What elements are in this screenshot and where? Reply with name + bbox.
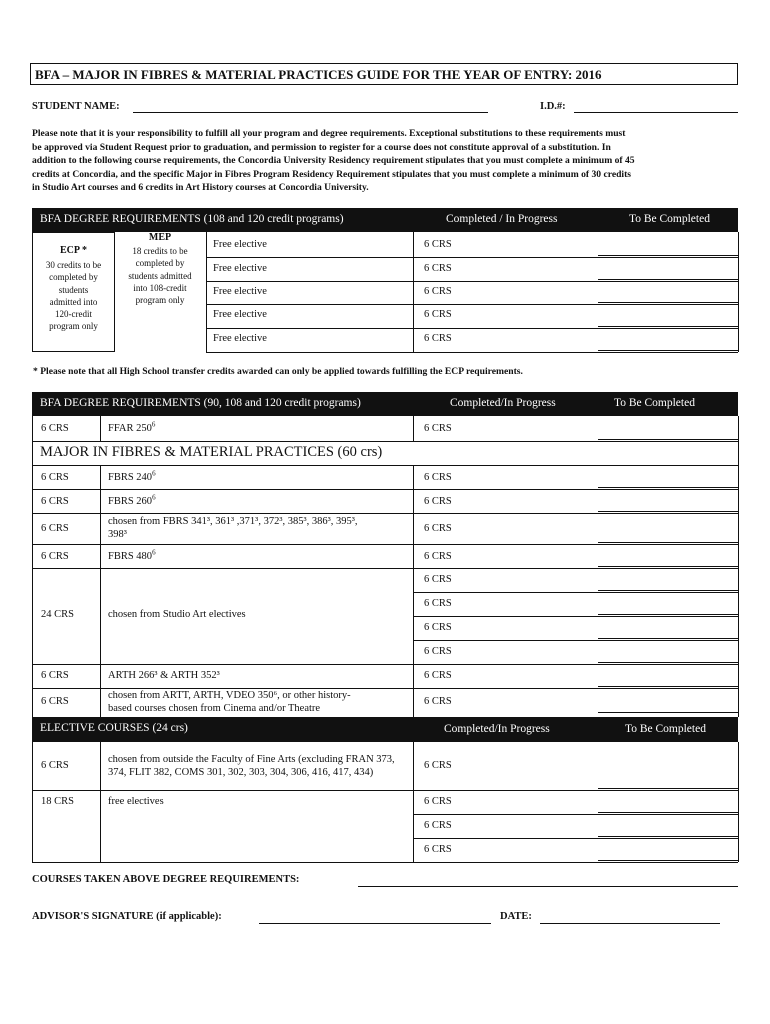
outside-course-line: 374, FLIT 382, COMS 301, 302, 303, 304, 306, 416, 417, 434) xyxy=(108,767,374,778)
free-credits: 6 CRS xyxy=(424,820,452,831)
t3-row-line xyxy=(413,838,738,839)
free-course: free electives xyxy=(108,796,164,807)
intro-line: addition to the following course requirements, the Concordia University Residency requirement stipulates that you must complete a minimum of 45 xyxy=(32,155,635,166)
table1-divider xyxy=(738,232,739,352)
major-credits: 6 CRS xyxy=(424,523,452,534)
table1-tobe-header: To Be Completed xyxy=(629,213,710,225)
to-be-completed-line[interactable] xyxy=(598,350,738,351)
table1-course: Free elective xyxy=(213,309,267,320)
to-be-completed-line[interactable] xyxy=(598,638,738,639)
table3-header: ELECTIVE COURSES (24 crs) xyxy=(40,722,188,734)
t2-row-line xyxy=(413,616,738,617)
t2-row-line xyxy=(413,640,738,641)
table2-tobe-header: To Be Completed xyxy=(614,397,695,409)
advisor-signature-field[interactable] xyxy=(259,923,491,924)
ecp-note xyxy=(33,366,523,377)
ecp-line: 120-credit xyxy=(55,309,92,320)
t2-row-line xyxy=(32,489,738,490)
major-course xyxy=(108,493,156,507)
t2-col-divider xyxy=(413,416,414,441)
major-course xyxy=(108,515,408,541)
major-credits: 6 CRS xyxy=(424,496,452,507)
ecp-note-text: * Please note that all High School transfer credits awarded can only be applied towards fulfilling the ECP requirements. xyxy=(33,366,523,377)
ffar-course xyxy=(108,420,156,434)
to-be-completed-line[interactable] xyxy=(598,487,738,488)
outside-credits: 6 CRS xyxy=(424,760,452,771)
to-be-completed-line[interactable] xyxy=(598,326,738,327)
history-course-line: chosen from ARTT, ARTH, VDEO 350⁶, or other history- xyxy=(108,690,351,701)
date-field[interactable] xyxy=(540,923,720,924)
ffar-crs: 6 CRS xyxy=(41,423,69,434)
ffar-course-text: FFAR 250 xyxy=(108,423,152,434)
to-be-completed-line[interactable] xyxy=(598,590,738,591)
major-course xyxy=(108,469,156,483)
studio-crs: 24 CRS xyxy=(41,609,74,620)
table1-course: Free elective xyxy=(213,239,267,250)
ecp-line: program only xyxy=(49,321,98,332)
table1-row-line xyxy=(206,281,738,282)
table2-header: BFA DEGREE REQUIREMENTS (90, 108 and 120 credit programs) xyxy=(40,397,361,409)
intro-line: Please note that it is your responsibility to fulfill all your program and degree requirements. Exceptional substitutions to these requirements must xyxy=(32,128,626,139)
history-course-line: based courses chosen from Cinema and/or Theatre xyxy=(108,703,321,714)
to-be-completed-line[interactable] xyxy=(598,812,738,813)
studio-course: chosen from Studio Art electives xyxy=(108,609,246,620)
free-credits: 6 CRS xyxy=(424,796,452,807)
arth-credits: 6 CRS xyxy=(424,670,452,681)
major-course-text: FBRS 260 xyxy=(108,496,153,507)
table3-header-bar xyxy=(32,717,738,742)
mep-line: students admitted xyxy=(128,270,192,281)
table1-completed-header: Completed / In Progress xyxy=(446,213,558,225)
t2-row-line xyxy=(32,544,738,545)
table2-completed-header: Completed/In Progress xyxy=(450,397,556,409)
mep-line: into 108-credit xyxy=(133,282,187,293)
major-crs: 6 CRS xyxy=(41,496,69,507)
t2-col-divider xyxy=(100,465,101,717)
major-crs: 6 CRS xyxy=(41,551,69,562)
date-label: DATE: xyxy=(500,911,532,922)
major-credits: 6 CRS xyxy=(424,551,452,562)
major-course-text: FBRS 240 xyxy=(108,472,153,483)
table1-divider xyxy=(206,232,207,352)
free-crs: 18 CRS xyxy=(41,796,74,807)
history-crs: 6 CRS xyxy=(41,696,69,707)
courses-above-label: COURSES TAKEN ABOVE DEGREE REQUIREMENTS: xyxy=(32,874,300,885)
table2-header-bar xyxy=(32,392,738,416)
table1-header: BFA DEGREE REQUIREMENTS (108 and 120 credit programs) xyxy=(40,213,344,225)
id-field[interactable] xyxy=(574,112,738,113)
mep-line: 18 credits to be xyxy=(132,246,188,256)
ecp-line: students xyxy=(58,284,89,295)
table1-row-line xyxy=(206,257,738,258)
to-be-completed-line[interactable] xyxy=(598,836,738,837)
to-be-completed-line[interactable] xyxy=(598,511,738,512)
id-label: I.D.#: xyxy=(540,101,566,112)
ecp-line: admitted into xyxy=(49,296,98,307)
mep-box xyxy=(115,232,205,352)
table1-credits: 6 CRS xyxy=(424,286,452,297)
history-course xyxy=(108,689,408,715)
major-course xyxy=(108,548,156,562)
major-credits: 6 CRS xyxy=(424,472,452,483)
t2-row-line xyxy=(413,592,738,593)
student-name-field[interactable] xyxy=(133,112,488,113)
outside-course-line: chosen from outside the Faculty of Fine Arts (excluding FRAN 373, xyxy=(108,754,395,765)
major-course-text: FBRS 480 xyxy=(108,551,153,562)
to-be-completed-line[interactable] xyxy=(598,279,738,280)
table1-row-line xyxy=(206,328,738,329)
student-name-label: STUDENT NAME: xyxy=(32,101,120,112)
t2-row-line xyxy=(32,664,738,665)
to-be-completed-line[interactable] xyxy=(598,662,738,663)
t2-outer-right xyxy=(738,416,739,717)
t3-row-line xyxy=(32,790,738,791)
ecp-box xyxy=(32,232,115,352)
to-be-completed-line[interactable] xyxy=(598,686,738,687)
page-title: BFA – MAJOR IN FIBRES & MATERIAL PRACTICES GUIDE FOR THE YEAR OF ENTRY: 2016 xyxy=(35,67,602,82)
ffar-credits: 6 CRS xyxy=(424,423,452,434)
mep-title: MEP xyxy=(148,232,172,243)
to-be-completed-line[interactable] xyxy=(598,302,738,303)
advisor-signature-label: ADVISOR'S SIGNATURE (if applicable): xyxy=(32,911,222,922)
t2-row-line xyxy=(32,441,738,442)
major-crs: 6 CRS xyxy=(41,523,69,534)
studio-credits: 6 CRS xyxy=(424,646,452,657)
mep-line: completed by xyxy=(135,258,185,269)
studio-credits: 6 CRS xyxy=(424,574,452,585)
to-be-completed-line[interactable] xyxy=(598,255,738,256)
table1-row-line xyxy=(206,304,738,305)
major-heading: MAJOR IN FIBRES & MATERIAL PRACTICES (60 crs) xyxy=(40,444,383,460)
intro-line: be approved via Student Request prior to graduation, and permission to register for a course does not constitute approval of a substitution. In xyxy=(32,141,611,153)
outside-course xyxy=(108,753,410,779)
free-credits: 6 CRS xyxy=(424,844,452,855)
arth-crs: 6 CRS xyxy=(41,670,69,681)
to-be-completed-line[interactable] xyxy=(598,614,738,615)
to-be-completed-line[interactable] xyxy=(598,788,738,789)
table1-credits: 6 CRS xyxy=(424,309,452,320)
table1-header-bar xyxy=(32,208,738,232)
major-course-line: 398³ xyxy=(108,529,127,540)
table3-tobe-header: To Be Completed xyxy=(625,723,706,735)
ecp-title: ECP * xyxy=(60,245,87,256)
to-be-completed-line[interactable] xyxy=(598,439,738,440)
major-sup: 6 xyxy=(152,548,156,557)
intro-line: in Studio Art courses and 6 credits in Art History courses at Concordia University. xyxy=(32,182,369,193)
studio-credits: 6 CRS xyxy=(424,598,452,609)
intro-line: credits at Concordia, and the specific Major in Fibres Program Residency Requirement stipulates that you must complete a minimum of 30 credits xyxy=(32,168,632,180)
major-sup: 6 xyxy=(152,493,156,502)
t2-row-line xyxy=(32,568,738,569)
to-be-completed-line[interactable] xyxy=(598,712,738,713)
table1-credits: 6 CRS xyxy=(424,239,452,250)
title-box xyxy=(30,63,738,85)
major-crs: 6 CRS xyxy=(41,472,69,483)
mep-line: program only xyxy=(135,295,185,306)
table1-course: Free elective xyxy=(213,263,267,274)
t3-bottom xyxy=(32,862,738,863)
studio-credits: 6 CRS xyxy=(424,622,452,633)
major-sup: 6 xyxy=(152,469,156,478)
table1-course: Free elective xyxy=(213,333,267,344)
t3-row-line xyxy=(413,814,738,815)
to-be-completed-line[interactable] xyxy=(598,542,738,543)
courses-above-field[interactable] xyxy=(358,886,738,887)
table1-credits: 6 CRS xyxy=(424,263,452,274)
outside-crs: 6 CRS xyxy=(41,760,69,771)
table3-completed-header: Completed/In Progress xyxy=(444,723,550,735)
table1-credits: 6 CRS xyxy=(424,333,452,344)
intro-paragraph xyxy=(32,127,742,195)
t3-col-divider xyxy=(100,742,101,862)
table1-bottom xyxy=(206,352,738,353)
t2-col-divider xyxy=(100,416,101,441)
ecp-line: 30 credits to be xyxy=(45,260,102,270)
t3-outer-right xyxy=(738,742,739,862)
t2-row-line xyxy=(32,465,738,466)
table1-course: Free elective xyxy=(213,286,267,297)
t2-row-line xyxy=(32,513,738,514)
t3-col-divider xyxy=(413,742,414,862)
t3-outer-left xyxy=(32,742,33,862)
history-credits: 6 CRS xyxy=(424,696,452,707)
to-be-completed-line[interactable] xyxy=(598,860,738,861)
to-be-completed-line[interactable] xyxy=(598,566,738,567)
ecp-line: completed by xyxy=(49,272,98,283)
t2-col-divider xyxy=(413,465,414,717)
t2-outer-left xyxy=(32,416,33,717)
ffar-sup: 6 xyxy=(151,420,156,429)
arth-course: ARTH 266³ & ARTH 352³ xyxy=(108,670,220,681)
major-course-line: chosen from FBRS 341³, 361³ ,371³, 372³, 385³, 386³, 395³, xyxy=(108,516,358,527)
table1-divider xyxy=(413,232,414,352)
